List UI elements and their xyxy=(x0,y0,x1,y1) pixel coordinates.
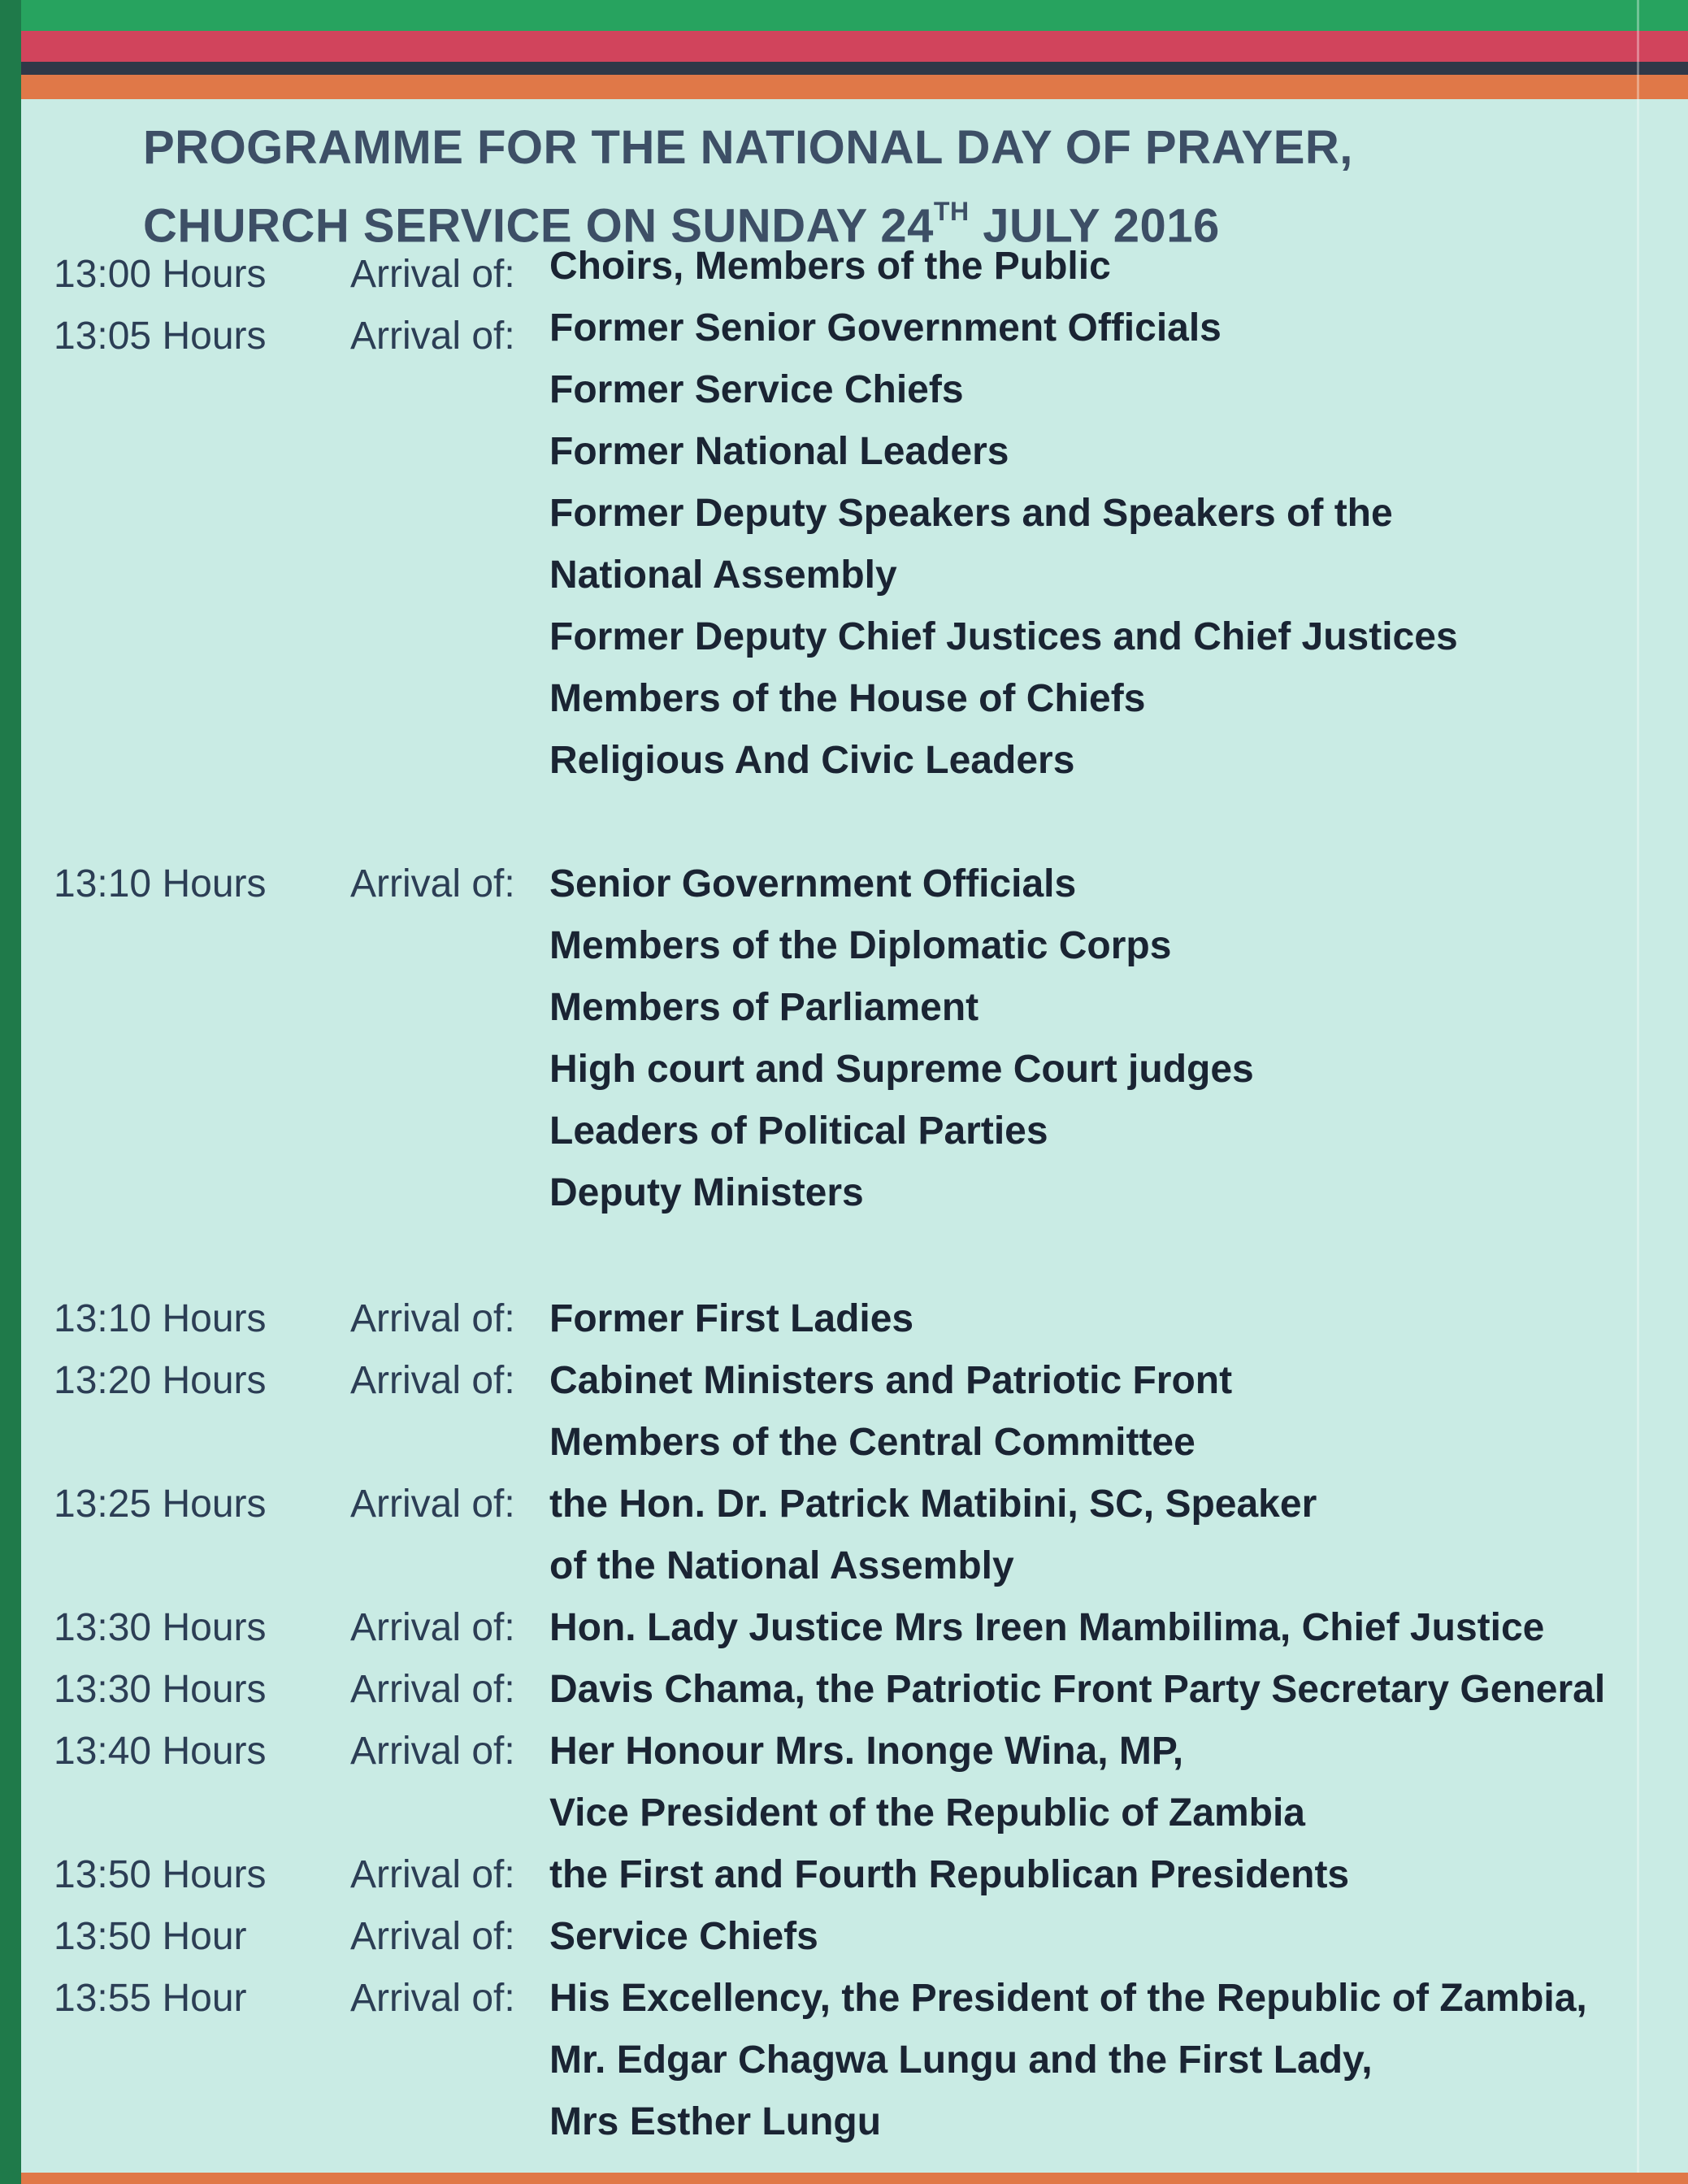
schedule-item: Vice President of the Republic of Zambia xyxy=(549,1791,1305,1834)
schedule-item: Religious And Civic Leaders xyxy=(549,739,1075,782)
schedule-items xyxy=(549,1968,1663,2153)
flag-stripe-bottom xyxy=(21,2173,1688,2184)
schedule-item: Her Honour Mrs. Inonge Wina, MP, xyxy=(549,1730,1184,1773)
schedule-time: 13:05 Hours xyxy=(54,315,267,358)
schedule-items xyxy=(549,1474,1663,1597)
schedule-label: Arrival of: xyxy=(350,1359,515,1402)
schedule-item: Former First Ladies xyxy=(549,1297,914,1340)
schedule-items xyxy=(549,1288,1663,1350)
schedule-items xyxy=(549,297,1663,792)
schedule-item: the First and Fourth Republican Presidents xyxy=(549,1853,1350,1896)
title-line-2-prefix: CHURCH SERVICE ON SUNDAY 24 xyxy=(143,199,934,253)
schedule-item: Members of the Central Committee xyxy=(549,1421,1195,1464)
schedule-items xyxy=(549,236,1663,297)
title-line-2-sup: TH xyxy=(933,197,970,226)
schedule-label: Arrival of: xyxy=(350,1977,515,2020)
schedule-item: Deputy Ministers xyxy=(549,1171,864,1214)
schedule-item: Senior Government Officials xyxy=(549,862,1077,905)
flag-stripe-black xyxy=(21,62,1688,75)
schedule-label: Arrival of: xyxy=(350,1606,515,1649)
schedule-label: Arrival of: xyxy=(350,1297,515,1340)
schedule-time: 13:30 Hours xyxy=(54,1668,267,1711)
schedule-item: Choirs, Members of the Public xyxy=(549,245,1111,288)
programme-sheet xyxy=(21,0,1688,2184)
schedule-time: 13:50 Hour xyxy=(54,1915,247,1958)
schedule-item: Mrs Esther Lungu xyxy=(549,2100,882,2143)
schedule-label: Arrival of: xyxy=(350,1853,515,1896)
schedule-item: Members of the Diplomatic Corps xyxy=(549,924,1172,967)
flag-stripe-green xyxy=(21,0,1688,31)
schedule-time: 13:10 Hours xyxy=(54,1297,267,1340)
schedule-items xyxy=(549,1597,1663,1659)
schedule-time: 13:25 Hours xyxy=(54,1483,267,1526)
title-line-2-suffix: JULY 2016 xyxy=(969,199,1220,253)
flag-stripe-red xyxy=(21,31,1688,62)
schedule-label: Arrival of: xyxy=(350,1483,515,1526)
schedule-label: Arrival of: xyxy=(350,1668,515,1711)
schedule-label: Arrival of: xyxy=(350,1915,515,1958)
schedule-item: Former Service Chiefs xyxy=(549,368,964,411)
schedule-item: Former Senior Government Officials xyxy=(549,306,1222,350)
flag-stripe-orange xyxy=(21,75,1688,99)
schedule-item: Mr. Edgar Chagwa Lungu and the First Lady, xyxy=(549,2039,1373,2082)
schedule-item: Leaders of Political Parties xyxy=(549,1109,1048,1153)
schedule-items xyxy=(549,1659,1663,1721)
title-line-1: PROGRAMME FOR THE NATIONAL DAY OF PRAYER, xyxy=(143,121,1353,174)
schedule-item: High court and Supreme Court judges xyxy=(549,1048,1254,1091)
schedule-label: Arrival of: xyxy=(350,862,515,905)
schedule-item: Cabinet Ministers and Patriotic Front xyxy=(549,1359,1233,1402)
schedule-item: Former Deputy Speakers and Speakers of the xyxy=(549,492,1393,535)
schedule-items xyxy=(549,1906,1663,1968)
schedule-item: Davis Chama, the Patriotic Front Party Secretary General xyxy=(549,1668,1606,1711)
schedule-items xyxy=(549,1721,1663,1844)
schedule-time: 13:00 Hours xyxy=(54,253,267,296)
schedule-label: Arrival of: xyxy=(350,253,515,296)
schedule-label: Arrival of: xyxy=(350,315,515,358)
schedule-item: Service Chiefs xyxy=(549,1915,818,1958)
schedule-time: 13:50 Hours xyxy=(54,1853,267,1896)
schedule-item: National Assembly xyxy=(549,554,897,597)
schedule-item: of the National Assembly xyxy=(549,1544,1014,1587)
schedule-items xyxy=(549,853,1663,1224)
schedule-time: 13:30 Hours xyxy=(54,1606,267,1649)
schedule-label: Arrival of: xyxy=(350,1730,515,1773)
schedule-item: Former Deputy Chief Justices and Chief Justices xyxy=(549,615,1458,658)
schedule-time: 13:10 Hours xyxy=(54,862,267,905)
schedule-item: Members of Parliament xyxy=(549,986,979,1029)
schedule-item: the Hon. Dr. Patrick Matibini, SC, Speaker xyxy=(549,1483,1317,1526)
schedule-item: His Excellency, the President of the Republic of Zambia, xyxy=(549,1977,1587,2020)
schedule-item: Members of the House of Chiefs xyxy=(549,677,1146,720)
schedule-time: 13:55 Hour xyxy=(54,1977,247,2020)
schedule-item: Hon. Lady Justice Mrs Ireen Mambilima, Chief Justice xyxy=(549,1606,1545,1649)
schedule-item: Former National Leaders xyxy=(549,430,1009,473)
schedule-time: 13:20 Hours xyxy=(54,1359,267,1402)
schedule-items xyxy=(549,1844,1663,1906)
schedule-items xyxy=(549,1350,1663,1474)
schedule-time: 13:40 Hours xyxy=(54,1730,267,1773)
